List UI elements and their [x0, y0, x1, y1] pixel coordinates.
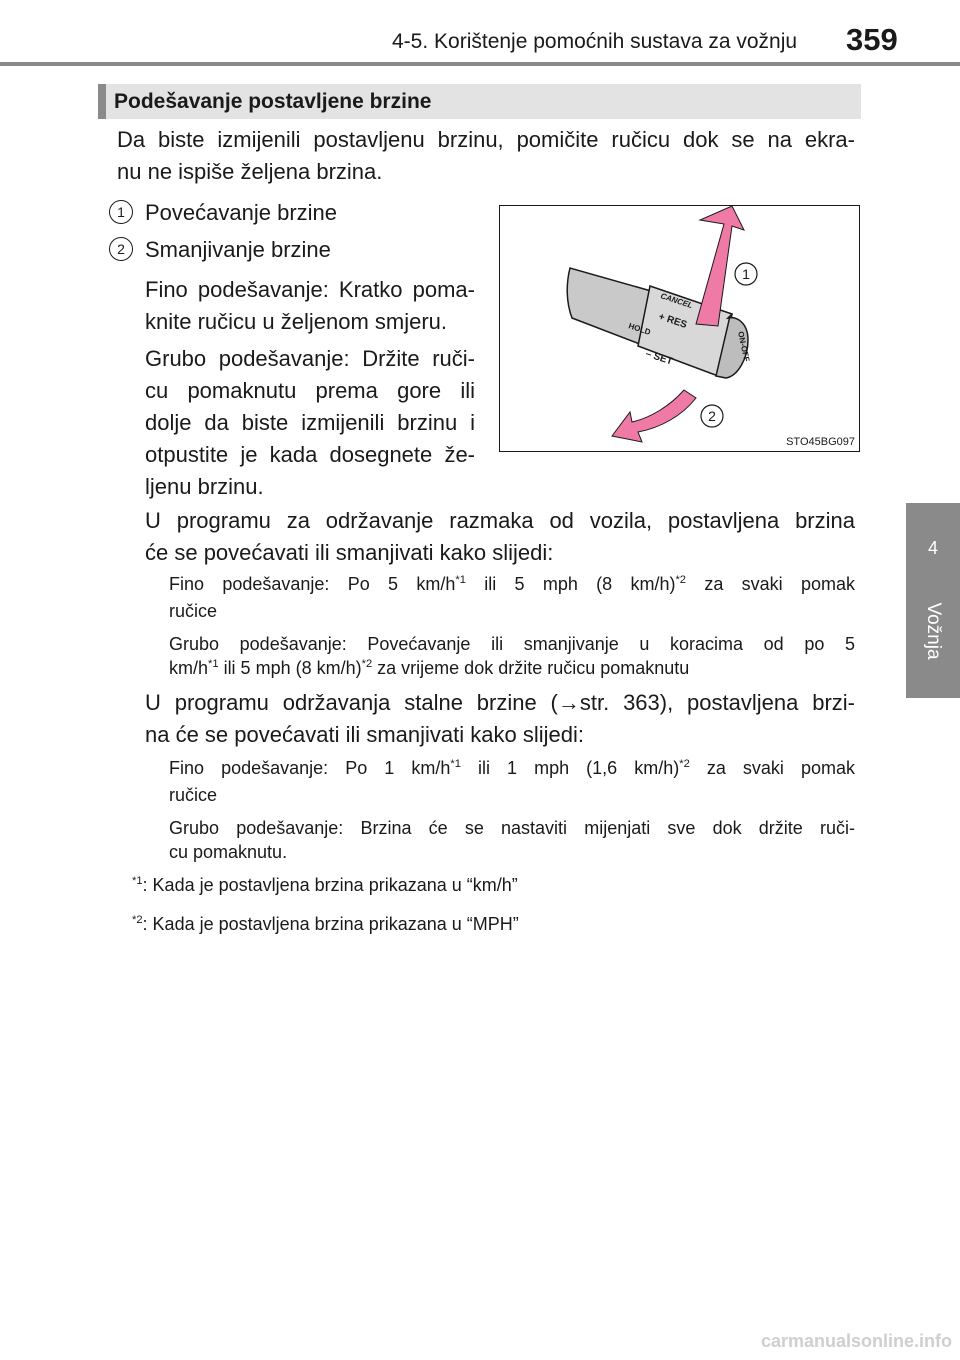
coarse-adjust-line-2: cu pomaknutu prema gore ili: [145, 378, 475, 403]
onoff-label: ON-OFF: [736, 330, 752, 363]
callout-1-number: 1: [742, 266, 750, 282]
coarse-adjust-line-1: Grubo podešavanje: Držite ruči-: [145, 346, 475, 371]
constant-fine-line-2: ručice: [169, 785, 218, 805]
constant-coarse-line-1: Grubo podešavanje: Brzina će se nastaviti mijenjati sve dok držite ruči-: [169, 818, 855, 838]
footnote-1: $^{*1}$: Kada je postavljena brzina prikazana u “km/h”: [132, 875, 518, 895]
constant-coarse-line-2: cu pomaknutu.: [169, 842, 288, 862]
lever-drawing: [500, 206, 858, 450]
step-1-text: Povećavanje brzine: [145, 200, 338, 225]
side-tab-number: 4: [927, 538, 938, 558]
coarse-adjust-line-4: otpustite je kada dosegnete že-: [145, 442, 475, 467]
footnote-2: $^{*2}$: Kada je postavljena brzina prikazana u “MPH”: [132, 914, 519, 934]
figure-caption: STO45BG097: [786, 436, 855, 448]
distance-fine-line-1: Fino podešavanje: Po 5 $km/h^{*1}$ ili 5 mph (8 km/h)$^{*2}$ za svaki pomak: [169, 574, 855, 594]
step-1-marker: 1: [109, 200, 133, 224]
distance-coarse-line-2: $km/h^{*1}$ ili 5 mph (8 km/h)$^{*2}$ za vrijeme dok držite ručicu pomaknutu: [169, 658, 690, 678]
step-2-marker: 2: [109, 237, 133, 261]
distance-mode-line-1: U programu za održavanje razmaka od vozila, postavljena brzina: [145, 508, 855, 533]
distance-mode-line-2: će se povećavati ili smanjivati kako slijedi:: [145, 540, 554, 565]
page-number: 359: [846, 22, 898, 57]
res-label: + RES: [657, 311, 689, 331]
intro-line-2: nu ne ispiše željena brzina.: [117, 159, 383, 184]
chapter-title: 4-5. Korištenje pomoćnih sustava za vožnju: [392, 30, 798, 53]
callout-2-number: 2: [708, 408, 716, 424]
coarse-adjust-line-3: dolje da biste izmijenili brzinu i: [145, 410, 475, 435]
constant-mode-line-2: na će se povećavati ili smanjivati kako slijedi:: [145, 722, 584, 747]
fine-adjust-line-1: Fino podešavanje: Kratko poma-: [145, 277, 475, 302]
section-title: Podešavanje postavljene brzine: [114, 90, 432, 113]
step-2-text: Smanjivanje brzine: [145, 237, 331, 262]
header-divider: [0, 62, 960, 66]
distance-fine-line-2: ručice: [169, 601, 218, 621]
constant-fine-line-1: Fino podešavanje: Po 1 $km/h^{*1}$ ili 1 mph (1,6 km/h)$^{*2}$ za svaki pomak: [169, 758, 855, 778]
lever-illustration: [499, 205, 860, 452]
cancel-label: CANCEL: [659, 291, 694, 311]
section-accent: [98, 84, 106, 119]
hold-label: HOLD: [627, 321, 652, 337]
constant-mode-line-1: U programu održavanja stalne brzine (→str. 363), postavljena brzi-: [145, 690, 855, 715]
intro-line-1: Da biste izmijenili postavljenu brzinu, pomičite ručicu dok se na ekra-: [117, 127, 855, 152]
fine-adjust-line-2: knite ručicu u željenom smjeru.: [145, 309, 448, 334]
arrow-right-icon: →: [557, 690, 580, 715]
watermark: carmanualsonline.info: [760, 1331, 952, 1351]
distance-coarse-line-1: Grubo podešavanje: Povećavanje ili smanjivanje u koracima od po 5: [169, 634, 855, 654]
up-arrow-icon: [696, 206, 744, 326]
chapter-side-tab[interactable]: [906, 503, 960, 698]
coarse-adjust-line-5: ljenu brzinu.: [145, 474, 264, 499]
section-header: [98, 84, 861, 119]
down-arrow-icon: [612, 390, 696, 442]
side-tab-label: Vožnja: [923, 602, 944, 660]
set-label: – SET: [644, 348, 674, 368]
